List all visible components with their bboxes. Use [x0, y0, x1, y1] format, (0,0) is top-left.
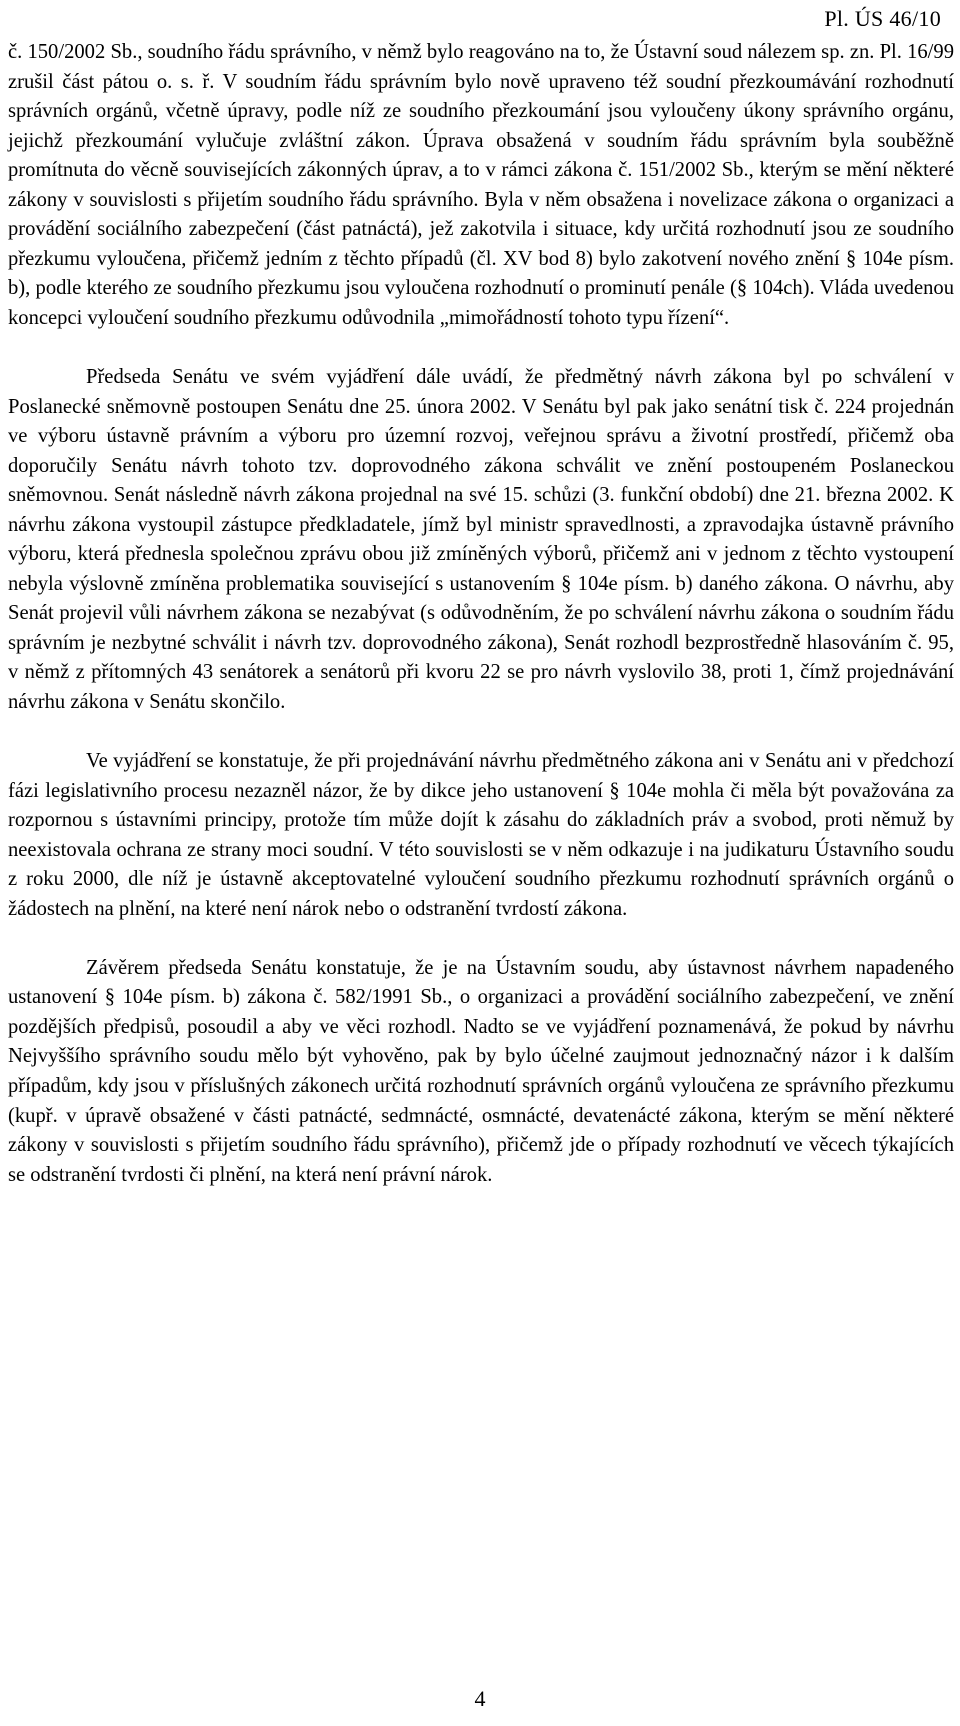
document-reference: Pl. ÚS 46/10 — [824, 6, 941, 31]
paragraph-4: Závěrem předseda Senátu konstatuje, že je na Ústavním soudu, aby ústavnost návrhem napadeného ustanovení § 104e písm. b) zákona č. 582/1991 Sb., o organizaci a provádění sociálního zabezpečení, ve znění pozdějších předpisů, posoudil a aby ve věci rozhodl. Nadto se ve vyjádření poznamenává, že pokud by návrhu Nejvyššího správního soudu mělo být vyhověno, pak by bylo účelné zaujmout jednoznačný názor i k dalším případům, kdy jsou v příslušných zákonech určitá rozhodnutí správních orgánů vyloučena ze správního přezkumu (kupř. v úpravě obsažené v části patnácté, sedmnácté, osmnácté, devatenácté zákona, kterým se mění některé zákony v souvislosti s přijetím soudního řádu správního), přičemž jde o případy rozhodnutí ve věcech týkajících se odstranění tvrdosti či plnění, na která není právní nárok. — [8, 956, 954, 1186]
document-body — [8, 38, 954, 1190]
paragraph-1: č. 150/2002 Sb., soudního řádu správního, v němž bylo reagováno na to, že Ústavní soud nálezem sp. zn. Pl. 16/99 zrušil část pátou o. s. ř. V soudním řádu správním bylo nově upraveno též soudní přezkoumávání rozhodnutí správních orgánů, včetně úpravy, podle níž ze soudního přezkoumání jsou vyloučeny úkony správního orgánu, jejichž přezkoumání vylučuje zvláštní zákon. Úprava obsažená v soudním řádu správním byla souběžně promítnuta do věcně souvisejících zákonných úprav, a to v rámci zákona č. 151/2002 Sb., kterým se mění některé zákony v souvislosti s přijetím soudního řádu správního. Byla v něm obsažena i novelizace zákona o organizaci a provádění sociálního zabezpečení (část patnáctá), jež zakotvila i situace, kdy určitá rozhodnutí jsou ze soudního přezkumu vyloučena, přičemž jedním z těchto případů (čl. XV bod 8) bylo zakotvení nového znění § 104e písm. b), podle kterého ze soudního přezkumu jsou vyloučena rozhodnutí o prominutí penále (§ 104ch). Vláda uvedenou koncepci vyloučení soudního přezkumu odůvodnila „mimořádností tohoto typu řízení“. — [8, 41, 954, 329]
paragraph-2: Předseda Senátu ve svém vyjádření dále uvádí, že předmětný návrh zákona byl po schválení v Poslanecké sněmovně postoupen Senátu dne 25. února 2002. V Senátu byl pak jako senátní tisk č. 224 projednán ve výboru ústavně právním a výboru pro územní rozvoj, veřejnou správu a životní prostředí, přičemž oba doporučily Senátu návrh tohoto tzv. doprovodného zákona schválit ve znění postoupeném Poslaneckou sněmovnou. Senát následně návrh zákona projednal na své 15. schůzi (3. funkční období) dne 21. března 2002. K návrhu zákona vystoupil zástupce předkladatele, jímž byl ministr spravedlnosti, a zpravodajka ústavně právního výboru, která přednesla společnou zprávu obou již zmíněných výborů, přičemž ani v jednom z těchto vystoupení nebyla výslovně zmíněna problematika související s ustanovením § 104e písm. b) daného zákona. O návrhu, aby Senát projevil vůli návrhem zákona se nezabývat (s odůvodněním, že po schválení návrhu zákona o soudním řádu správním je nezbytné schválit i návrh tzv. doprovodného zákona), Senát rozhodl bezprostředně hlasováním č. 95, v němž z přítomných 43 senátorek a senátorů při kvoru 22 se pro návrh vyslovilo 38, proti 1, čímž projednávání návrhu zákona v Senátu skončilo. — [8, 365, 954, 713]
page-number: 4 — [474, 1686, 486, 1711]
paragraph-3: Ve vyjádření se konstatuje, že při projednávání návrhu předmětného zákona ani v Senátu ani v předchozí fázi legislativního procesu nezazněl názor, že by dikce jeho ustanovení § 104e mohla či měla být považována za rozpornou s ústavními principy, protože tím může dojít k zásahu do základních práv a svobod, proti němuž by neexistovala ochrana ze strany moci soudní. V této souvislosti se v něm odkazuje i na judikaturu Ústavního soudu z roku 2000, dle níž je ústavně akceptovatelné vyloučení soudního přezkumu rozhodnutí správních orgánů o žádostech na plnění, na které není nárok nebo o odstranění tvrdostí zákona. — [8, 750, 954, 920]
